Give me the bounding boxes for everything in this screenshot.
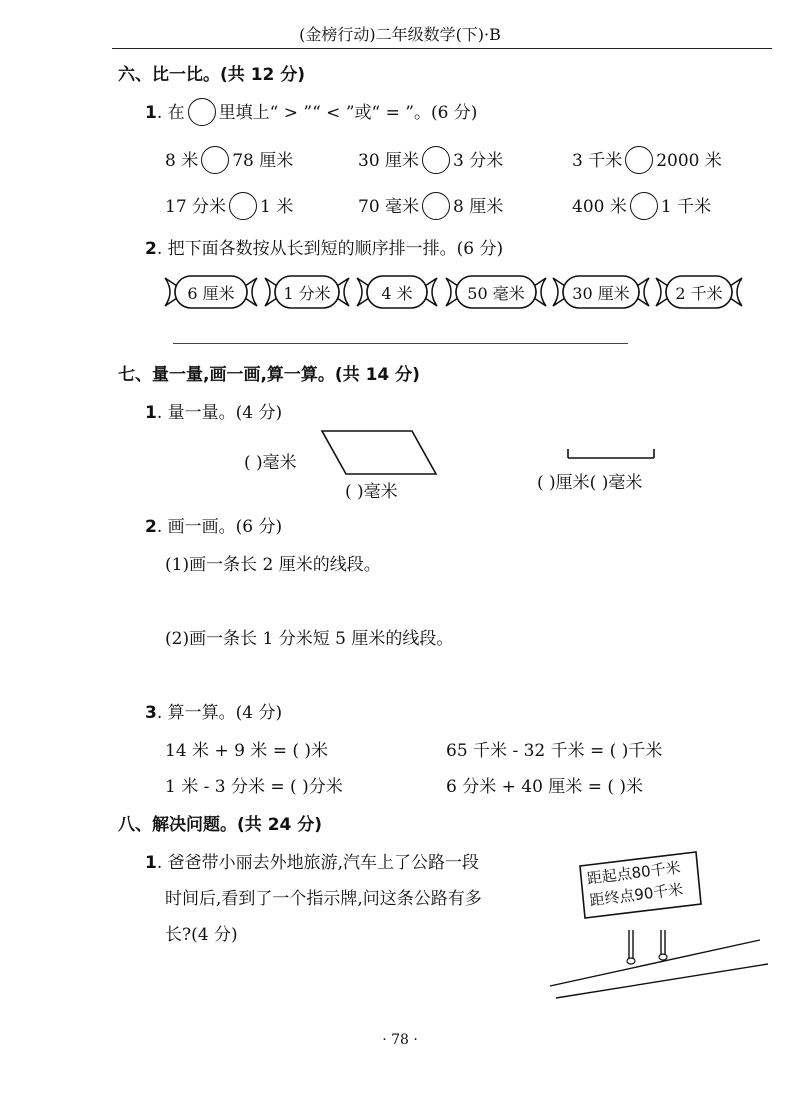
signpost: [578, 850, 703, 920]
candy-label: 1 分米: [283, 284, 331, 303]
calc-item: 1 米 - 3 分米 = ( )分米: [165, 777, 343, 797]
compare-item: 30 厘米 3 分米: [358, 146, 503, 176]
candy-item: [163, 272, 259, 312]
sec8-q1-line3: 长?(4 分): [165, 925, 238, 945]
page-header: (金榜行动)二年级数学(下)·B: [299, 25, 501, 44]
compare-item: 8 米 78 厘米: [165, 146, 293, 176]
measure-side-a: ( )毫米: [244, 453, 297, 473]
sec7-q3: 3. 算一算。(4 分): [145, 703, 283, 723]
candy-label: 50 毫米: [467, 284, 525, 303]
candy-label: 2 千米: [675, 284, 723, 303]
sec8-q1-line1: 1. 爸爸带小丽去外地旅游,汽车上了公路一段: [145, 853, 480, 873]
measure-side-b: ( )毫米: [345, 482, 398, 502]
road-illustration: [548, 930, 770, 1000]
sec7-q1: 1. 量一量。(4 分): [145, 403, 283, 423]
sign-line-1: 距起点80千米: [585, 858, 682, 888]
sec7-q2: 2. 画一画。(6 分): [145, 517, 283, 537]
candy-item: [444, 272, 548, 312]
candy-label: 4 米: [381, 284, 413, 303]
q1-text-after: 里填上“ > ”“ < ”或“ = ”。(6 分): [218, 103, 478, 123]
measure-segment: ( )厘米( )毫米: [537, 473, 643, 493]
sec6-q2: 2. 把下面各数按从长到短的顺序排一排。(6 分): [145, 239, 504, 259]
candy-label: 6 厘米: [187, 284, 235, 303]
compare-circle[interactable]: [422, 146, 450, 174]
page-number: · 78 ·: [382, 1032, 418, 1048]
candy-item: [551, 272, 651, 312]
compare-circle[interactable]: [422, 192, 450, 220]
line-segment-shape: [566, 448, 658, 462]
q-number: 3: [145, 703, 157, 723]
sec8-q1-line2: 时间后,看到了一个指示牌,问这条公路有多: [165, 889, 482, 909]
draw-task-1: (1)画一条长 2 厘米的线段。: [165, 555, 381, 575]
candy-label: 30 厘米: [572, 284, 630, 303]
section-7-title: 七、量一量,画一画,算一算。(共 14 分): [118, 365, 420, 385]
compare-circle[interactable]: [630, 192, 658, 220]
compare-circle[interactable]: [229, 192, 257, 220]
sec6-q1: [145, 98, 477, 128]
q-number: 2: [145, 517, 157, 537]
candy-item: [263, 272, 351, 312]
section-6-title: 六、比一比。(共 12 分): [118, 65, 306, 85]
compare-item: 400 米 1 千米: [572, 192, 711, 222]
q-number: 1: [145, 103, 157, 123]
candy-item: [654, 272, 744, 312]
q1-text-before: . 在: [156, 103, 185, 123]
draw-task-2: (2)画一条长 1 分米短 5 厘米的线段。: [165, 629, 454, 649]
compare-circle[interactable]: [201, 146, 229, 174]
q-number: 2: [145, 239, 157, 259]
calc-item: 14 米 + 9 米 = ( )米: [165, 741, 329, 761]
compare-item: 3 千米 2000 米: [572, 146, 722, 176]
candy-item: [355, 272, 439, 312]
calc-item: 65 千米 - 32 千米 = ( )千米: [446, 741, 663, 761]
calc-item: 6 分米 + 40 厘米 = ( )米: [446, 777, 644, 797]
header-rule: [112, 48, 772, 49]
answer-line[interactable]: [173, 343, 628, 344]
section-8-title: 八、解决问题。(共 24 分): [118, 815, 323, 835]
q-number: 1: [145, 853, 157, 873]
parallelogram-shape: [320, 428, 440, 478]
compare-item: 70 毫米 8 厘米: [358, 192, 503, 222]
compare-item: 17 分米 1 米: [165, 192, 293, 222]
q-number: 1: [145, 403, 157, 423]
compare-circle[interactable]: [625, 146, 653, 174]
sign-line-2: 距终点90千米: [588, 880, 685, 910]
answer-circle-icon: [188, 98, 216, 126]
